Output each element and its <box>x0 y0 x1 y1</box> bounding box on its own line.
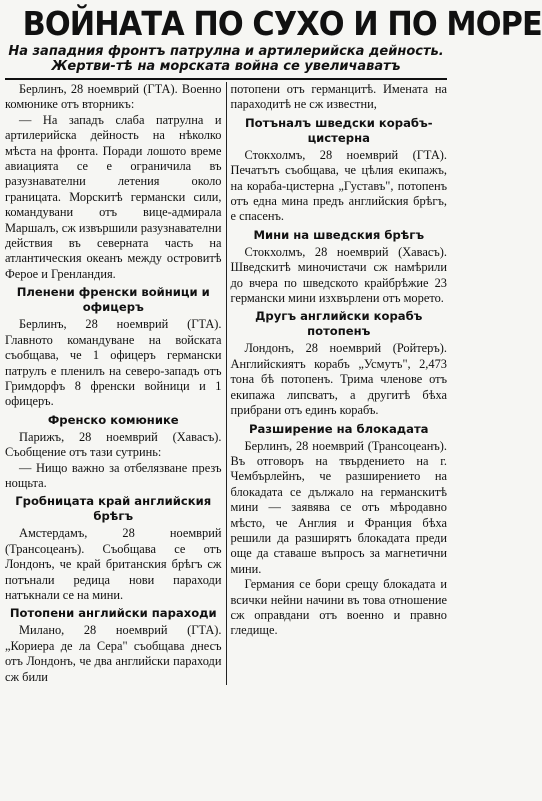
subheadline: На западния фронтъ патрулна и артилерийска дейность. Жертви-тѣ на морската война се увеличаватъ <box>8 44 444 74</box>
article-text-french-2: — Нищо важно за отбелязване презъ нощьта. <box>5 460 222 490</box>
intro-paragraph-2: — На западъ слаба патрулна и артилерийска дейность на нѣколко мѣста на фронта. Поради лошото време авиацията се е ограничила въ разузнавателни летения около границата. Морскитѣ германски сили, командувани отъ вице-адмирала Маршалъ, сж извършили разузнавателни действия въ северната часть на атлантическия океанъ между островитѣ Фероe и Гренландия. <box>5 112 222 281</box>
headline: ВОЙНАТА ПО СУХО И ПО МОРЕ <box>22 4 542 43</box>
article-text-tanker: Стокхолмъ, 28 ноемврий (ГТА). Печатътъ съобщава, че цѣлия екипажъ, на кораба-цистерна „Густавъ", потопенъ отъ една мина предъ английския брѣгъ, е спасенъ. <box>230 147 447 224</box>
intro-paragraph-1: Берлинъ, 28 ноемврий (ГТА). Военно комюнике отъ вторникъ: <box>5 82 222 112</box>
article-title-mines: Мини на шведския брѣгъ <box>253 227 425 242</box>
divider <box>5 78 447 80</box>
article-text-blockade-2: Германия се бори срещу блокадата и всички нейни начини въ това отношение сж оправдани отъ военно и правно гледище. <box>230 577 447 638</box>
article-text-captured: Берлинъ, 28 ноемврий (ГТА). Главното командуване на войската съобщава, че 1 офицеръ германски патрулъ е пленилъ на северо-западъ отъ Гримдорфъ 8 френски войници и 1 офицеръ. <box>5 317 222 409</box>
article-title-tanker: Потъналъ шведски корабъ-цистерна <box>244 115 433 145</box>
article-title-blockade: Разширение на блокадата <box>248 421 429 436</box>
article-text-graveyard: Амстердамъ, 28 ноемврий (Трансоцеанъ). Съобщава се отъ Лондонъ, че край британския брѣгъ сж потънали редица нови параходи натъкнали се на мини. <box>5 526 222 602</box>
article-title-sunk-ships: Потопени английски параходи <box>9 606 217 621</box>
article-text-another-ship: Лондонъ, 28 ноемврий (Ройтеръ). Английскиятъ корабъ „Усмутъ", 2,473 тона бѣ потопенъ. Трима членове отъ екипажа липсватъ, а другитѣ бѣха прибрани отъ единъ корабъ. <box>230 341 447 418</box>
continued-text: потопени отъ германцитѣ. Имената на параходитѣ не сж известни, <box>230 82 447 112</box>
article-text-mines: Стокхолмъ, 28 ноемврий (Хавасъ). Шведскитѣ миночистачи сж намѣрили до вчера по шведското крайбрѣжие 23 германски мини изхвърлени отъ морето. <box>230 244 447 306</box>
right-column <box>227 82 448 685</box>
article-title-graveyard: Гробницата край английския брѣгъ <box>15 494 212 524</box>
left-column <box>5 82 227 685</box>
article-text-blockade-1: Берлинъ, 28 ноемврий (Трансоцеанъ). Въ отговоръ на твърдението на г. Чембърлейнъ, че разширението на блокадата се дължало на германскитѣ мини — заявява се отъ мѣродавно мѣсто, че Англия и Франция бѣха решили да разширятъ блокадата преди още да ставаше въпросъ за магнетични мини. <box>230 438 447 576</box>
article-title-french-communique: Френско комюнике <box>47 412 179 427</box>
article-text-sunk-ships: Милано, 28 ноемврий (ГТА). „Кориера де ла Сера" съобщава днесъ отъ Лондонъ, че два английски параходи сж били <box>5 623 222 684</box>
columns <box>5 82 447 685</box>
article-text-french-1: Парижъ, 28 ноемврий (Хавасъ). Съобщение отъ тази сутринь: <box>5 429 222 460</box>
article-title-captured: Пленени френски войници и офицеръ <box>16 285 210 315</box>
article-title-another-ship: Другъ английски корабъ потопенъ <box>255 309 423 339</box>
